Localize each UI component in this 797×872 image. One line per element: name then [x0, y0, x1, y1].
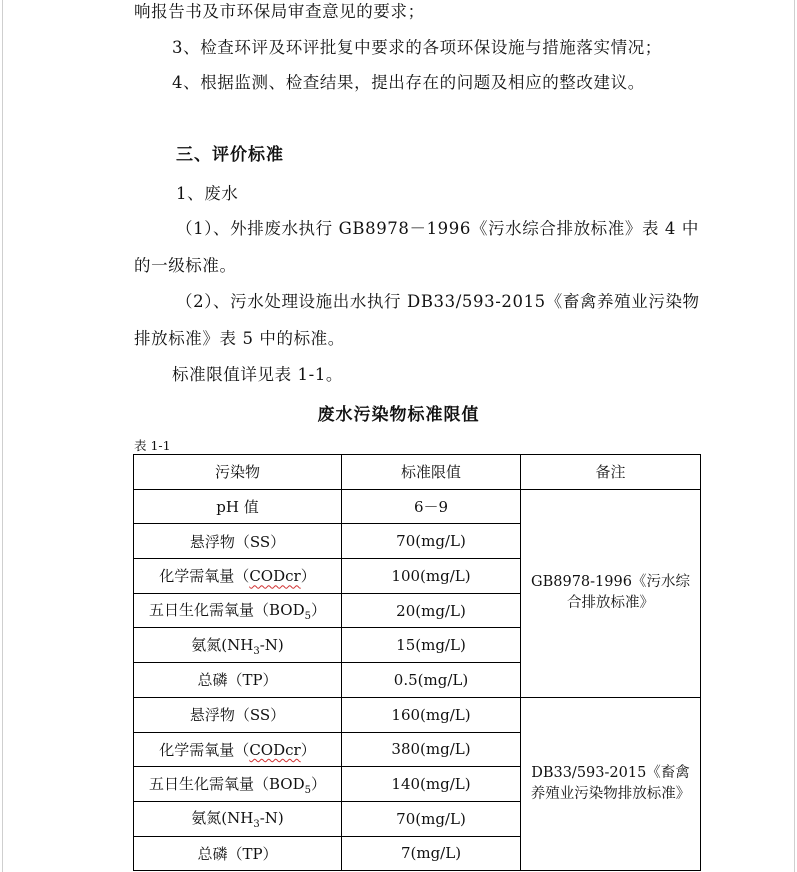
limit-cell: 20(mg/L) [342, 593, 521, 628]
pollutant-cell: 氨氮$(NH_3-N)$ [134, 628, 342, 663]
limit-cell: 70(mg/L) [342, 524, 521, 559]
pollutant-cell: 氨氮$(NH_3-N)$ [134, 801, 342, 836]
header-limit: 标准限值 [342, 455, 521, 490]
subsection-heading: 1、废水 [176, 184, 239, 203]
paragraph-line: 标准限值详见表 1-1。 [172, 365, 344, 384]
pollutant-cell: 总磷（TP） [134, 836, 342, 871]
spellcheck-mark: CODcr [249, 740, 301, 759]
table-title: 废水污染物标准限值 [317, 405, 480, 425]
paragraph-line: 响报告书及市环保局审查意见的要求； [134, 2, 425, 21]
limit-cell: 15(mg/L) [342, 628, 521, 663]
limit-cell: 0.5(mg/L) [342, 663, 521, 698]
limit-cell: 100(mg/L) [342, 559, 521, 594]
pollutant-cell: 悬浮物（SS） [134, 697, 342, 732]
table-header-row [134, 455, 701, 490]
pollutant-cell: 悬浮物（SS） [134, 524, 342, 559]
table-row [134, 697, 701, 732]
limit-cell: 160(mg/L) [342, 697, 521, 732]
section-heading: 三、评价标准 [176, 145, 284, 165]
limit-cell: 7(mg/L) [342, 836, 521, 871]
paragraph-line: （1）、外排废水执行 GB8978－1996《污水综合排放标准》表 4 中 [176, 219, 699, 238]
pollutant-cell: 五日生化需氧量$(BOD_5)$ [134, 767, 342, 802]
pollutant-cell: 五日生化需氧量$(BOD_5)$ [134, 593, 342, 628]
page-edge-right [794, 0, 795, 872]
paragraph-line: 排放标准》表 5 中的标准。 [134, 329, 345, 348]
paragraph-line: 的一级标准。 [134, 256, 237, 275]
note-cell: DB33/593-2015《畜禽养殖业污染物排放标准》 [521, 697, 701, 870]
limit-cell: 6－9 [342, 489, 521, 524]
spellcheck-mark: CODcr [249, 567, 301, 586]
paragraph-line: 4、根据监测、检查结果，提出存在的问题及相应的整改建议。 [172, 73, 645, 92]
header-pollutant: 污染物 [134, 455, 342, 490]
limit-cell: 70(mg/L) [342, 801, 521, 836]
pollutant-cell: 化学需氧量（CODcr） [134, 559, 342, 594]
pollutant-cell: 总磷（TP） [134, 663, 342, 698]
page-edge-left [2, 0, 3, 872]
standards-table [133, 454, 701, 871]
table-label: 表 1-1 [134, 438, 171, 453]
limit-cell: 380(mg/L) [342, 732, 521, 767]
note-cell: GB8978-1996《污水综合排放标准》 [521, 489, 701, 697]
table-row [134, 489, 701, 524]
limit-cell: 140(mg/L) [342, 767, 521, 802]
header-note: 备注 [521, 455, 701, 490]
paragraph-line: 3、检查环评及环评批复中要求的各项环保设施与措施落实情况； [172, 38, 662, 57]
pollutant-cell: pH 值 [134, 489, 342, 524]
paragraph-line: （2）、污水处理设施出水执行 DB33/593-2015《畜禽养殖业污染物 [176, 292, 700, 311]
pollutant-cell: 化学需氧量（CODcr） [134, 732, 342, 767]
